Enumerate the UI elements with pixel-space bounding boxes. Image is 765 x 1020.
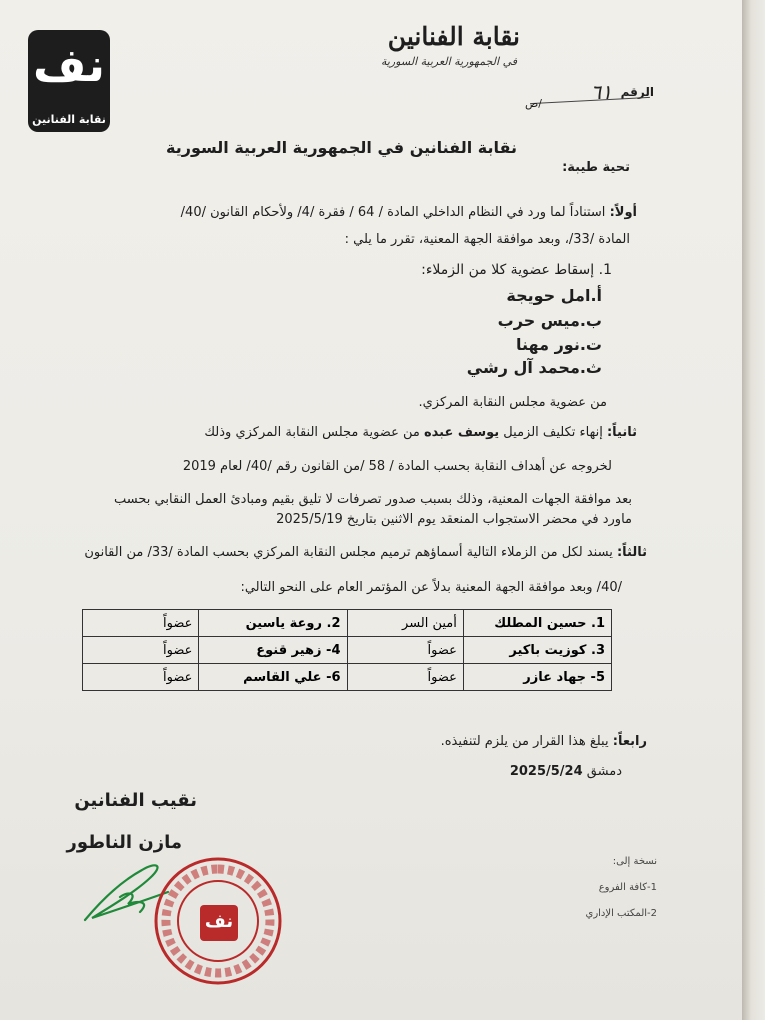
third-label: ثالثاً:	[616, 545, 647, 560]
member-role: عضواً	[83, 610, 199, 637]
third-clause-line1	[84, 545, 647, 560]
reference-suffix: /ص	[524, 97, 542, 110]
member-role: أمين السر	[347, 610, 463, 637]
member-name: 3. كوزيت باكير	[463, 637, 611, 664]
second-text-3: بعد موافقة الجهات المعنية، وذلك بسبب صدور تصرفات لا تليق بقيم ومبادئ العمل النقابي بحسب	[114, 492, 632, 507]
from-council: من عضوية مجلس النقابة المركزي.	[418, 395, 607, 410]
union-logo	[28, 30, 110, 132]
page-edge	[742, 0, 765, 1020]
signatory-title: نقيب الفنانين	[74, 790, 197, 811]
letterhead-title: نقابة الفنانين	[387, 22, 520, 51]
name-item: ث.محمد آل رشي	[466, 358, 602, 377]
reference-label: الرقم	[620, 85, 654, 99]
table-row	[83, 637, 612, 664]
member-role: عضواً	[347, 664, 463, 691]
copy-item: 2-المكتب الإداري	[585, 908, 657, 919]
letterhead-subtitle: في الجمهورية العربية السورية	[380, 55, 517, 68]
item-1: 1. إسقاط عضوية كلا من الزملاء:	[421, 262, 612, 278]
fourth-text: يبلغ هذا القرار من يلزم لتنفيذه.	[440, 734, 609, 749]
date: 2025/5/24	[509, 764, 583, 779]
member-name: 2. روعة ياسين	[199, 610, 347, 637]
stamp-logo: نف	[200, 905, 238, 941]
name-item: ب.ميس حرب	[497, 311, 602, 330]
member-role: عضواً	[83, 664, 199, 691]
logo-glyph: نف	[32, 38, 106, 92]
second-text-pre: إنهاء تكليف الزميل	[499, 425, 603, 440]
first-label: أولاً:	[609, 205, 637, 220]
place-date	[510, 764, 622, 779]
copy-item: 1-كافة الفروع	[598, 882, 657, 893]
document-title: نقابة الفنانين في الجمهورية العربية السورية	[166, 138, 517, 157]
members-table	[82, 609, 612, 691]
greeting: تحية طيبة:	[562, 160, 630, 175]
first-text-2: المادة /33/، وبعد موافقة الجهة المعنية، تقرر ما يلي :	[344, 232, 630, 247]
place: دمشق	[586, 764, 622, 779]
third-text-2: /40/ وبعد موافقة الجهة المعنية بدلاً عن المؤتمر العام على النحو التالي:	[240, 580, 622, 595]
reference-number: ٦١	[590, 80, 612, 104]
member-name: 6- علي القاسم	[199, 664, 347, 691]
member-name: 4- زهير قنوع	[199, 637, 347, 664]
fourth-clause	[441, 734, 647, 749]
member-role: عضواً	[83, 637, 199, 664]
first-text-1: استناداً لما ورد في النظام الداخلي المادة / 64 / فقرة /4/ ولأحكام القانون /40/	[180, 205, 606, 220]
third-text-1: يسند لكل من الزملاء التالية أسماؤهم ترميم مجلس النقابة المركزي بحسب المادة /33/ من القانون	[84, 545, 613, 560]
member-name: 1. حسين المطلك	[463, 610, 611, 637]
second-member-name: يوسف عبده	[423, 425, 500, 440]
second-label: ثانياً:	[606, 425, 637, 440]
first-clause-line1	[181, 205, 637, 220]
fourth-label: رابعاً:	[612, 734, 647, 749]
copies-label: نسخة إلى:	[612, 856, 657, 867]
second-clause-line1	[204, 425, 637, 440]
name-item: ت.نور مهنا	[516, 335, 602, 354]
second-text-4: ماورد في محضر الاستجواب المنعقد يوم الاثنين بتاريخ 2025/5/19	[276, 512, 632, 527]
member-name: 5- جهاد عازر	[463, 664, 611, 691]
logo-caption: نقابة الفنانين	[32, 113, 106, 126]
name-item: أ.امل حويجة	[506, 286, 602, 305]
second-text-2: لخروجه عن أهداف النقابة بحسب المادة / 58 /من القانون رقم /40/ لعام 2019	[182, 459, 612, 474]
member-role: عضواً	[347, 637, 463, 664]
signatory-name: مازن الناطور	[66, 832, 182, 853]
second-text-post: من عضوية مجلس النقابة المركزي وذلك	[204, 425, 424, 440]
table-row	[83, 664, 612, 691]
table-row	[83, 610, 612, 637]
